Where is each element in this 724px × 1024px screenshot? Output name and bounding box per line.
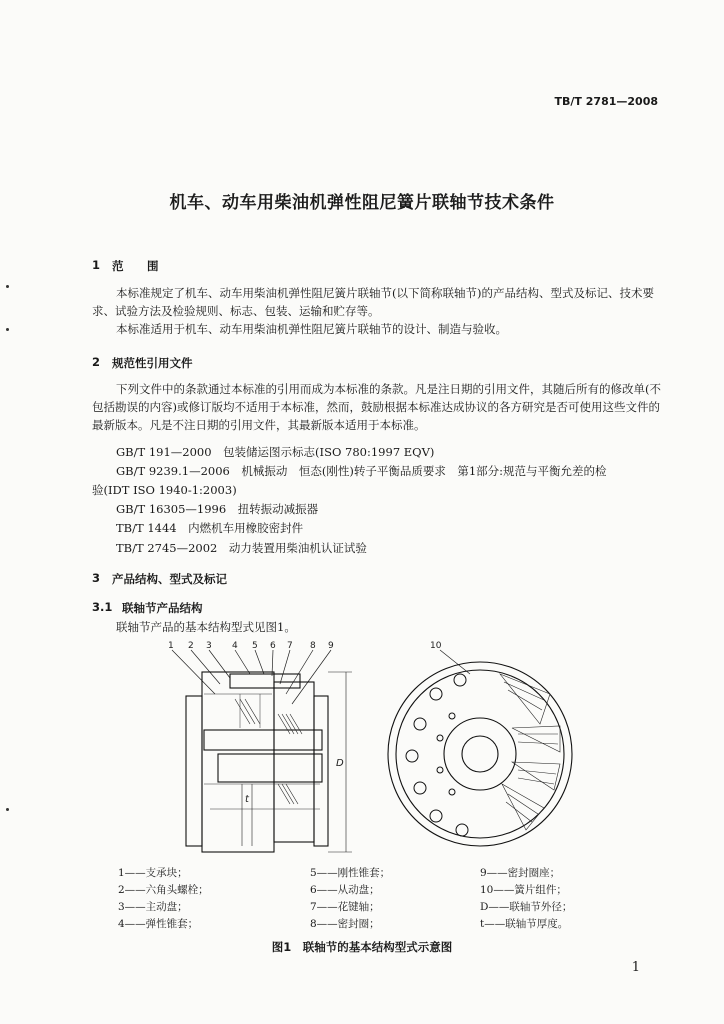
section2-para1: 下列文件中的条款通过本标准的引用而成为本标准的条款。凡是注日期的引用文件，其随后所有的修改单(不包括勘误的内容)或修订版均不适用于本标准，然而，鼓励根据本标准达成协议的各方研究是否可使用这些文件的最新版本。凡是不注日期的引用文件，其最新版本适用于本标准。 bbox=[92, 382, 661, 432]
legend-item: 1——支承块； bbox=[118, 867, 188, 879]
reference-item: TB/T 2745—2002 动力装置用柴油机认证试验 bbox=[116, 541, 367, 555]
coupling-figure bbox=[140, 634, 580, 864]
reference-item: TB/T 1444 内燃机车用橡胶密封件 bbox=[116, 521, 304, 535]
section3-number: 3 bbox=[92, 571, 101, 585]
callout-label: 2 bbox=[188, 641, 194, 651]
legend-item: 9——密封圈座； bbox=[480, 867, 561, 879]
legend-item: t——联轴节厚度。 bbox=[480, 918, 569, 930]
section1-heading: 范 围 bbox=[112, 259, 165, 273]
scan-speck bbox=[6, 808, 9, 811]
reference-item: GB/T 16305—1996 扭转振动减振器 bbox=[116, 502, 319, 516]
document-title: 机车、动车用柴油机弹性阻尼簧片联轴节技术条件 bbox=[169, 193, 555, 213]
callout-label: 7 bbox=[287, 641, 293, 651]
legend-item: 8——密封圈； bbox=[310, 918, 380, 930]
section3-heading: 产品结构、型式及标记 bbox=[112, 572, 227, 586]
section1-number: 1 bbox=[92, 258, 101, 272]
section1-para2: 本标准适用于机车、动车用柴油机弹性阻尼簧片联轴节的设计、制造与验收。 bbox=[116, 322, 507, 336]
subsection-para: 联轴节产品的基本结构型式见图1。 bbox=[116, 620, 296, 634]
reference-item: GB/T 191—2000 包装储运图示标志(ISO 780:1997 EQV) bbox=[116, 445, 435, 459]
reference-item-cont: 验(IDT ISO 1940-1:2003) bbox=[92, 483, 237, 497]
legend-item: 10——簧片组件； bbox=[480, 884, 567, 896]
callout-label: 6 bbox=[270, 641, 276, 651]
callout-label: 3 bbox=[206, 641, 212, 651]
callout-label: 10 bbox=[430, 641, 442, 651]
dimension-D-label: D bbox=[336, 758, 344, 769]
legend-item: 5——刚性锥套； bbox=[310, 867, 391, 879]
legend-item: 4——弹性锥套； bbox=[118, 918, 199, 930]
reference-item: GB/T 9239.1—2006 机械振动 恒态(刚性)转子平衡品质要求 第1部分:规范与平衡允差的检 bbox=[116, 464, 607, 478]
legend-item: 2——六角头螺栓； bbox=[118, 884, 209, 896]
section2-heading: 规范性引用文件 bbox=[112, 356, 193, 370]
page-number: 1 bbox=[631, 960, 640, 975]
scan-speck bbox=[6, 328, 9, 331]
standard-number: TB/T 2781—2008 bbox=[554, 95, 658, 108]
legend-item: 7——花键轴； bbox=[310, 901, 380, 913]
callout-label: 1 bbox=[168, 641, 174, 651]
dimension-t-label: t bbox=[245, 794, 249, 805]
legend-item: 3——主动盘； bbox=[118, 901, 188, 913]
section1-para1: 本标准规定了机车、动车用柴油机弹性阻尼簧片联轴节(以下简称联轴节)的产品结构、型式及标记、技术要求、试验方法及检验规则、标志、包装、运输和贮存等。 bbox=[92, 286, 654, 318]
callout-label: 8 bbox=[310, 641, 316, 651]
legend-item: D——联轴节外径； bbox=[480, 901, 573, 913]
callout-label: 5 bbox=[252, 641, 258, 651]
subsection-heading: 联轴节产品结构 bbox=[122, 601, 203, 615]
legend-item: 6——从动盘； bbox=[310, 884, 380, 896]
subsection-number: 3.1 bbox=[92, 600, 113, 614]
section2-number: 2 bbox=[92, 355, 101, 369]
callout-label: 9 bbox=[328, 641, 334, 651]
callout-label: 4 bbox=[232, 641, 238, 651]
figure-caption: 图1 联轴节的基本结构型式示意图 bbox=[271, 940, 453, 954]
scan-speck bbox=[6, 285, 9, 288]
